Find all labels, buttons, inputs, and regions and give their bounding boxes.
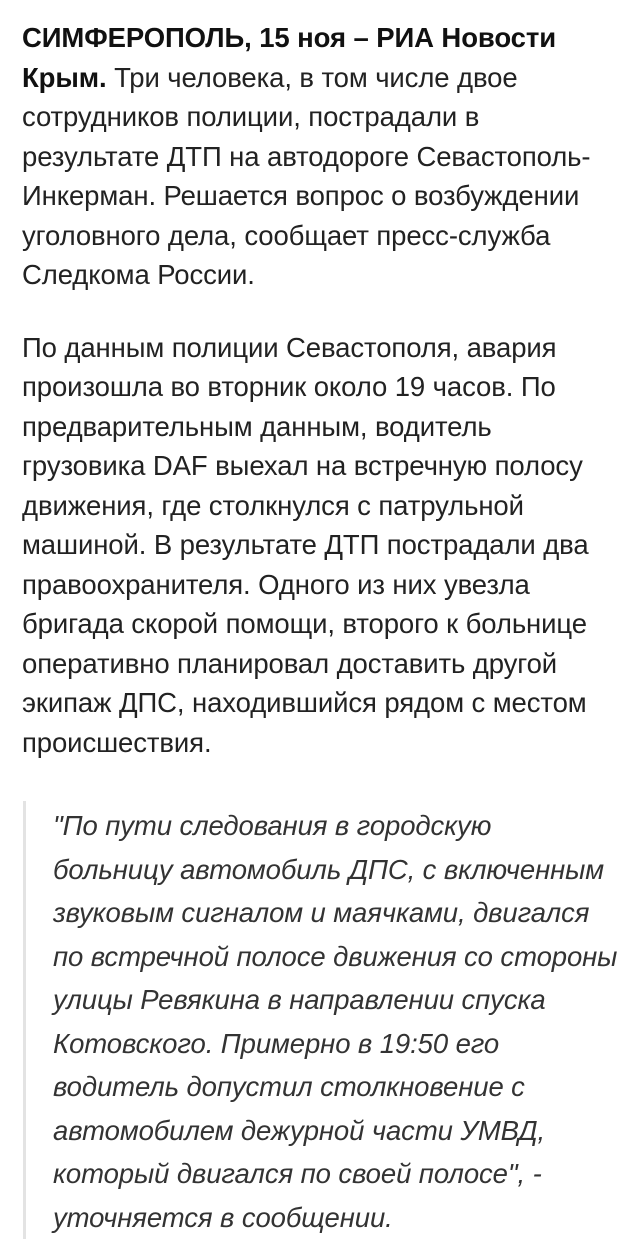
lead-text: Три человека, в том числе двое сотрудников полиции, пострадали в результате ДТП на автодороге Севастополь-Инкерман. Решается вопрос о возбуждении уголовного дела, сообщает пресс-служба Следкома России.: [22, 61, 591, 290]
blockquote: [23, 801, 618, 1239]
dateline: СИМФЕРОПОЛЬ, 15 ноя – РИА Новости Крым.: [22, 22, 557, 93]
lead-paragraph: [22, 18, 618, 295]
quote-text: "По пути следования в городскую больницу автомобиль ДПС, с включенным звуковым сигналом и маячками, двигался по встречной полосе движения со стороны улицы Ревякина в направлении спуска Котовского. Примерно в 19:50 его водитель допустил столкновение с автомобилем дежурной части УМВД, который двигался по своей полосе", - уточняется в сообщении.: [53, 810, 618, 1233]
body-paragraph: По данным полиции Севастополя, авария произошла во вторник около 19 часов. По предварительным данным, водитель грузовика DAF выехал на встречную полосу движения, где столкнулся с патрульной машиной. В результате ДТП пострадали два правоохранителя. Одного из них увезла бригада скорой помощи, второго к больнице оперативно планировал доставить другой экипаж ДПС, находившийся рядом с местом происшествия.: [22, 331, 589, 758]
